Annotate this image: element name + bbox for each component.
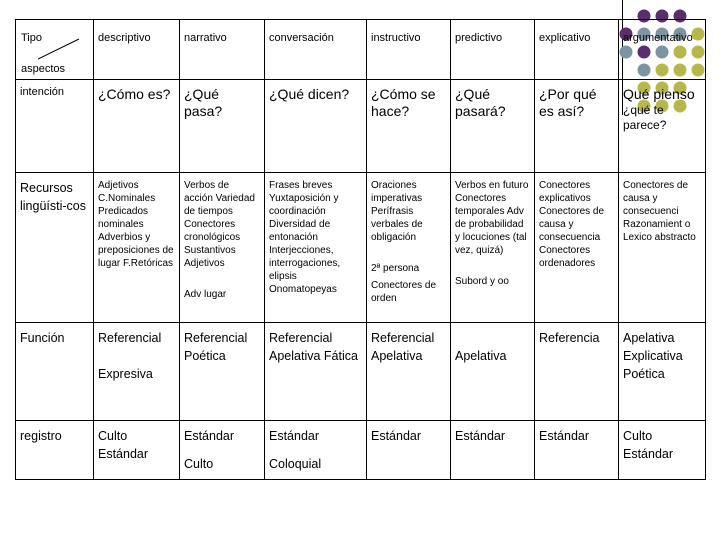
funcion-predictivo: Apelativa [451, 323, 535, 421]
registro-narrativo-extra: Culto [184, 457, 214, 471]
funcion-descriptivo-extra: Expresiva [98, 367, 153, 381]
row-label-registro: registro [16, 421, 94, 480]
recursos-predictivo-main: Verbos en futuro Conectores temporales Adv de probabilidad y locuciones (tal vez, quizá) [455, 180, 529, 256]
funcion-narrativo: Referencial Poética [180, 323, 265, 421]
intencion-conversacion: ¿Qué dicen? [265, 80, 367, 173]
recursos-arg-2: Razonamient o [623, 219, 691, 230]
intencion-predictivo: ¿Qué pasará? [451, 80, 535, 173]
tipo-aspectos-cell [16, 20, 94, 80]
recursos-narrativo-main: Verbos de acción Variedad de tiempos Conectores cronológicos Sustantivos Adjetivos [184, 180, 255, 269]
col-header-predictivo: predictivo [451, 20, 535, 80]
registro-predictivo: Estándar [451, 421, 535, 480]
text-types-table [15, 19, 706, 480]
aspectos-label: aspectos [21, 63, 66, 75]
recursos-narrativo-extra: Adv lugar [184, 289, 227, 300]
row-registro [16, 421, 706, 480]
diagonal-divider [38, 38, 80, 60]
row-recursos [16, 173, 706, 323]
col-header-conversacion: conversación [265, 20, 367, 80]
intencion-explicativo: ¿Por qué es así? [535, 80, 619, 173]
registro-narrativo [180, 421, 265, 480]
col-header-argumentativo: argumentativo [619, 20, 706, 80]
recursos-argumentativo [619, 173, 706, 323]
recursos-descriptivo: Adjetivos C.Nominales Predicados nominales Adverbios y preposiciones de lugar F.Retóricas [94, 173, 180, 323]
intencion-arg-line1: Qué pienso [623, 86, 695, 102]
registro-explicativo: Estándar [535, 421, 619, 480]
col-header-explicativo: explicativo [535, 20, 619, 80]
col-header-instructivo: instructivo [367, 20, 451, 80]
recursos-conversacion: Frases breves Yuxtaposición y coordinación Diversidad de entonación Interjecciones, interrogaciones, elipsis Onomatopeyas [265, 173, 367, 323]
recursos-explicativo: Conectores explicativos Conectores de causa y consecuencia Conectores ordenadores [535, 173, 619, 323]
registro-conversacion-main: Estándar [269, 429, 320, 443]
registro-conversacion [265, 421, 367, 480]
row-label-funcion: Función [16, 323, 94, 421]
recursos-instructivo-extra1: 2ª persona [371, 263, 420, 274]
registro-argumentativo: Culto Estándar [619, 421, 706, 480]
recursos-narrativo [180, 173, 265, 323]
recursos-arg-3: Lexico abstracto [623, 232, 696, 243]
intencion-narrativo: ¿Qué pasa? [180, 80, 265, 173]
registro-descriptivo: Culto Estándar [94, 421, 180, 480]
recursos-arg-1: Conectores de causa y consecuenci [623, 180, 689, 217]
row-funcion [16, 323, 706, 421]
tipo-label: Tipo [21, 32, 42, 44]
funcion-argumentativo: Apelativa Explicativa Poética [619, 323, 706, 421]
recursos-instructivo [367, 173, 451, 323]
registro-narrativo-main: Estándar [184, 429, 235, 443]
funcion-explicativo: Referencia [535, 323, 619, 421]
funcion-descriptivo-main: Referencial [98, 331, 162, 345]
recursos-instructivo-main: Oraciones imperativas Perífrasis verbales de obligación [371, 180, 423, 243]
row-intencion [16, 80, 706, 173]
col-header-descriptivo: descriptivo [94, 20, 180, 80]
intencion-argumentativo [619, 80, 706, 173]
funcion-instructivo: Referencial Apelativa [367, 323, 451, 421]
registro-conversacion-extra: Coloquial [269, 457, 322, 471]
col-header-narrativo: narrativo [180, 20, 265, 80]
registro-instructivo: Estándar [367, 421, 451, 480]
recursos-instructivo-extra2: Conectores de orden [371, 280, 437, 304]
intencion-instructivo: ¿Cómo se hace? [367, 80, 451, 173]
row-label-intencion: intención [16, 80, 94, 173]
intencion-descriptivo: ¿Cómo es? [94, 80, 180, 173]
recursos-predictivo-extra: Subord y oo [455, 276, 509, 287]
funcion-descriptivo [94, 323, 180, 421]
header-row [16, 20, 706, 80]
funcion-conversacion: Referencial Apelativa Fática [265, 323, 367, 421]
row-label-recursos: Recursos lingüísti-cos [16, 173, 94, 323]
recursos-predictivo [451, 173, 535, 323]
intencion-arg-line2: ¿qué te parece? [623, 103, 667, 132]
